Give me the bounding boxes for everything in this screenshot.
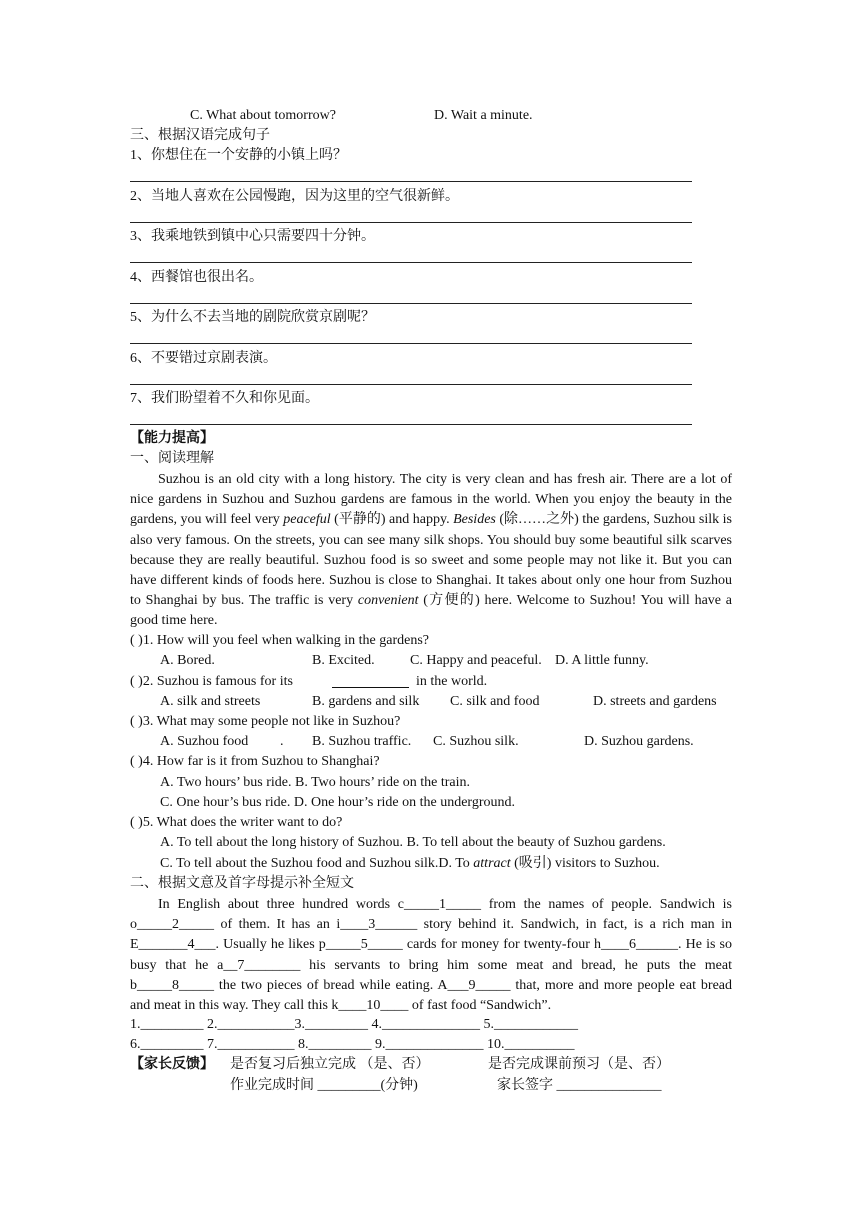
cloze-title: 二、根据文意及首字母提示补全短文 — [130, 876, 354, 891]
q1-option-d: D. A little funny. — [555, 653, 649, 668]
q1-option-c: C. Happy and peaceful. — [410, 653, 542, 668]
sentence-item-7: 7、我们盼望着不久和你见面。 — [130, 391, 319, 406]
word-peaceful: peaceful — [283, 512, 331, 528]
section3-title: 三、根据汉语完成句子 — [130, 128, 270, 143]
sentence-item-2: 2、当地人喜欢在公园慢跑，因为这里的空气很新鲜。 — [130, 189, 459, 204]
reading-title: 一、阅读理解 — [130, 451, 214, 466]
q5-options-ab: A. To tell about the long history of Suzhou. B. To tell about the beauty of Suzhou gardens. — [160, 835, 666, 850]
q2-option-d: D. streets and gardens — [593, 694, 717, 709]
question-2: ( )2. Suzhou is famous for its — [130, 674, 293, 689]
q1-option-a: A. Bored. — [160, 653, 215, 668]
option-c: C. What about tomorrow? — [190, 108, 336, 123]
q2-option-c: C. silk and food — [450, 694, 540, 709]
parent-feedback-label: 【家长反馈】 — [130, 1057, 214, 1072]
sentence-item-1: 1、你想住在一个安静的小镇上吗？ — [130, 148, 347, 163]
q3-option-b: B. Suzhou traffic. — [312, 734, 412, 749]
parent-signature-field[interactable]: 家长签字 _______________ — [497, 1078, 662, 1093]
question-5: ( )5. What does the writer want to do? — [130, 815, 343, 830]
completion-time-field[interactable]: 作业完成时间 _________(分钟) — [230, 1078, 418, 1093]
cloze-answers-row-1[interactable]: 1._________ 2.___________3._________ 4.______________ 5.____________ — [130, 1017, 578, 1032]
question-3: ( )3. What may some people not like in Suzhou? — [130, 714, 401, 729]
q2-option-a: A. silk and streets — [160, 694, 261, 709]
q4-options-cd: C. One hour’s bus ride. D. One hour’s ride on the underground. — [160, 795, 516, 810]
q3-option-a: A. Suzhou food — [160, 734, 249, 749]
sentence-item-6: 6、不要错过京剧表演。 — [130, 351, 277, 366]
q4-options-ab: A. Two hours’ bus ride. B. Two hours’ ride on the train. — [160, 775, 471, 790]
sentence-item-4: 4、西餐馆也很出名。 — [130, 270, 263, 285]
word-besides: Besides — [453, 512, 496, 528]
sentence-item-5: 5、为什么不去当地的剧院欣赏京剧呢？ — [130, 310, 375, 325]
q5-options-cd: C. To tell about the Suzhou food and Suzhou silk.D. To attract (吸引) visitors to Suzhou. — [160, 856, 660, 871]
cloze-answers-row-2[interactable]: 6._________ 7.___________ 8._________ 9.______________ 10.__________ — [130, 1037, 575, 1052]
question-4: ( )4. How far is it from Suzhou to Shanghai? — [130, 754, 380, 769]
word-convenient: convenient — [357, 593, 419, 609]
word-attract: attract — [473, 856, 511, 871]
answer-line-1[interactable] — [130, 181, 692, 182]
question-1: ( )1. How will you feel when walking in the gardens? — [130, 633, 429, 648]
q3-stray-dot: . — [280, 734, 284, 749]
q2-option-b: B. gardens and silk — [312, 694, 420, 709]
ability-heading: 【能力提高】 — [130, 431, 214, 446]
sentence-item-3: 3、我乘地铁到镇中心只需要四十分钟。 — [130, 229, 375, 244]
answer-line-6[interactable] — [130, 384, 692, 385]
answer-line-5[interactable] — [130, 343, 692, 344]
q3-option-c: C. Suzhou silk. — [433, 734, 519, 749]
cloze-passage: In English about three hundred words c_____1_____ from the names of people. Sandwich is o_____2_____ of them. It has an i____3______ story behind it. Sandwich, in fact, is a rich man in E_______4___. Usually he likes p_____5_____ cards for money for twenty-four h____6______. He is so busy that he a__7________ his servants to bring him some meat and bread, he puts the meat b_____8_____ the two pieces of bread while eating. A___9_____ that, more and more people eat bread and meat in this way. They call this k____10____ of fast food “Sandwich”. — [130, 897, 732, 1014]
q1-option-b: B. Excited. — [312, 653, 375, 668]
question-2-end: in the world. — [416, 674, 488, 689]
answer-line-7[interactable] — [130, 424, 692, 425]
answer-line-2[interactable] — [130, 222, 692, 223]
independent-completion-question: 是否复习后独立完成 （是、否） — [230, 1057, 430, 1072]
q3-option-d: D. Suzhou gardens. — [584, 734, 694, 749]
option-d: D. Wait a minute. — [434, 108, 533, 123]
q2-blank[interactable] — [332, 673, 409, 694]
preview-completion-question: 是否完成课前预习（是、否） — [488, 1057, 670, 1072]
answer-line-4[interactable] — [130, 303, 692, 304]
answer-line-3[interactable] — [130, 262, 692, 263]
reading-passage: Suzhou is an old city with a long history. The city is very clean and has fresh air. There are a lot of nice gardens in Suzhou and Suzhou gardens are famous in the world. When you enjoy the beauty in the gardens, you will feel very peaceful (平静的) and happy. Besides (除……之外) the gardens, Suzhou silk is also very famous. On the streets, you can see many silk shops. You should buy some beautiful silk scarves because they are really beautiful. Suzhou food is so sweet and some people may not like it. But you can have different kinds of foods here. Suzhou is close to Shanghai. It takes about only one hour from Suzhou to Shanghai by bus. The traffic is very convenient (方便的) here. Welcome to Suzhou! You will have a good time here. — [130, 472, 733, 629]
